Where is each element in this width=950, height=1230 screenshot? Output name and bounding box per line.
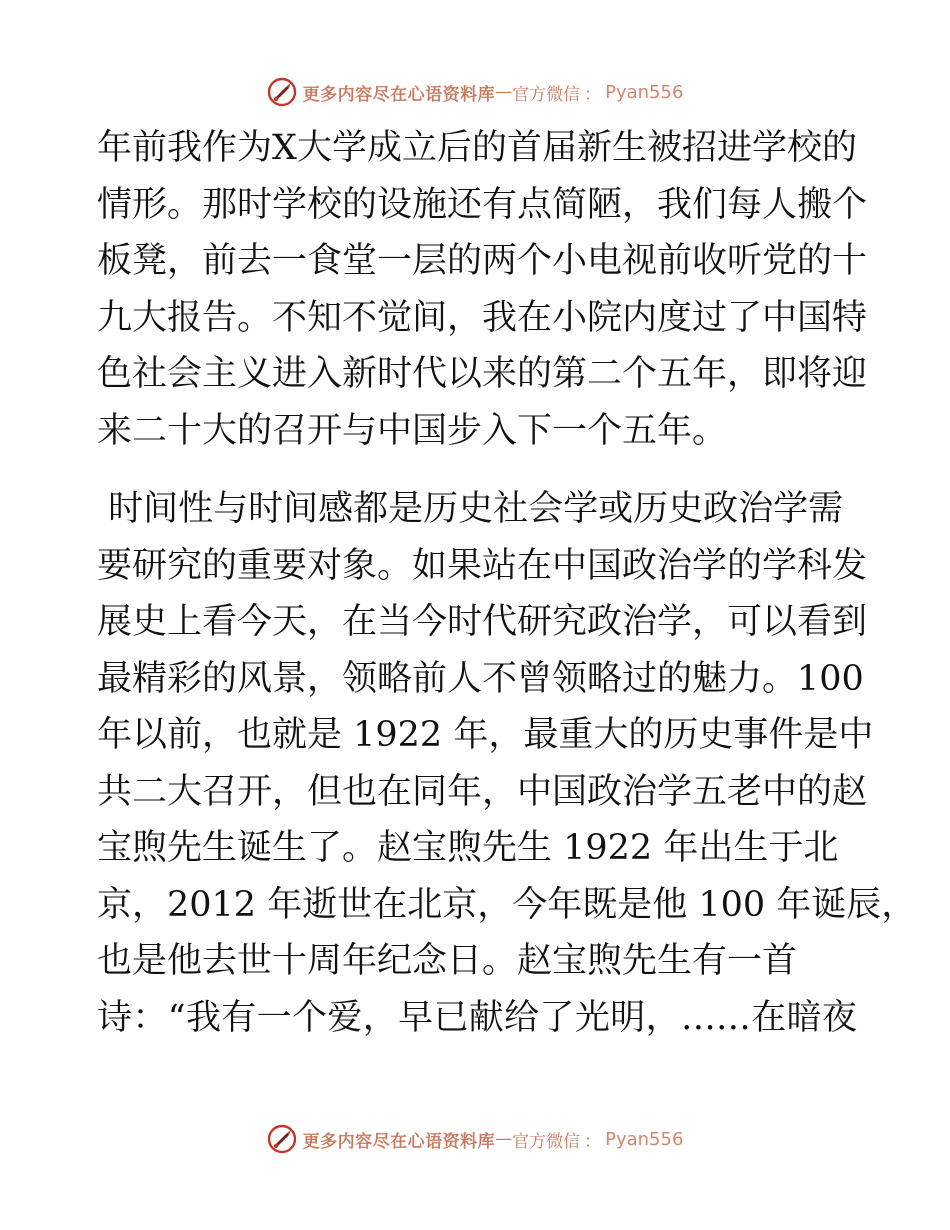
banner-separator: — <box>495 1129 513 1149</box>
paragraph-gap <box>97 459 857 481</box>
text-line: 京，2012 年逝世在北京，今年既是他 100 年诞辰， <box>97 884 917 925</box>
text-line: 宝煦先生诞生了。赵宝煦先生 1922 年出生于北 <box>97 828 839 868</box>
text-line: 九大报告。不知不觉间，我在小院内度过了中国特 <box>97 297 868 338</box>
banner-label: 官方微信 <box>512 84 581 105</box>
text-line: 最精彩的风景，领略前人不曾领略过的魅力。100 <box>97 658 864 699</box>
banner-main-text: 更多内容尽在心语资料库 <box>302 1131 496 1152</box>
banner-colon: ： <box>584 1131 602 1152</box>
banner-label: 官方微信 <box>512 1131 581 1152</box>
text-line: 时间性与时间感都是历史社会学或历史政治学需 <box>97 489 844 529</box>
body-text <box>97 120 917 1046</box>
text-line: 共二大召开，但也在同年，中国政治学五老中的赵 <box>97 771 868 812</box>
banner-colon: ： <box>584 84 602 105</box>
text-line: 也是他去世十周年纪念日。赵宝煦先生有一首 <box>97 941 798 981</box>
text-line: 年以前，也就是 1922 年，最重大的历史事件是中 <box>97 715 874 755</box>
text-line: 来二十大的召开与中国步入下一个五年。 <box>97 410 728 451</box>
quill-seal-icon <box>267 1124 297 1154</box>
footer-watermark-banner <box>0 1119 950 1159</box>
text-line: 年前我作为X大学成立后的首届新生被招进学校的 <box>97 128 857 168</box>
banner-separator: — <box>495 82 513 102</box>
text-line: 色社会主义进入新时代以来的第二个五年，即将迎 <box>97 354 868 394</box>
header-watermark-banner <box>0 72 950 112</box>
text-line: 要研究的重要对象。如果站在中国政治学的学科发 <box>97 545 868 586</box>
banner-main-text: 更多内容尽在心语资料库 <box>302 84 496 105</box>
text-line: 诗：“我有一个爱，早已献给了光明，……在暗夜 <box>97 997 857 1038</box>
text-line: 板凳，前去一食堂一层的两个小电视前收听党的十 <box>97 241 868 281</box>
banner-wechat-id: Pyan556 <box>605 81 684 103</box>
text-line: 情形。那时学校的设施还有点简陋，我们每人搬个 <box>97 184 868 225</box>
text-line: 展史上看今天，在当今时代研究政治学，可以看到 <box>97 602 868 642</box>
banner-wechat-id: Pyan556 <box>605 1128 684 1150</box>
quill-seal-icon <box>267 77 297 107</box>
